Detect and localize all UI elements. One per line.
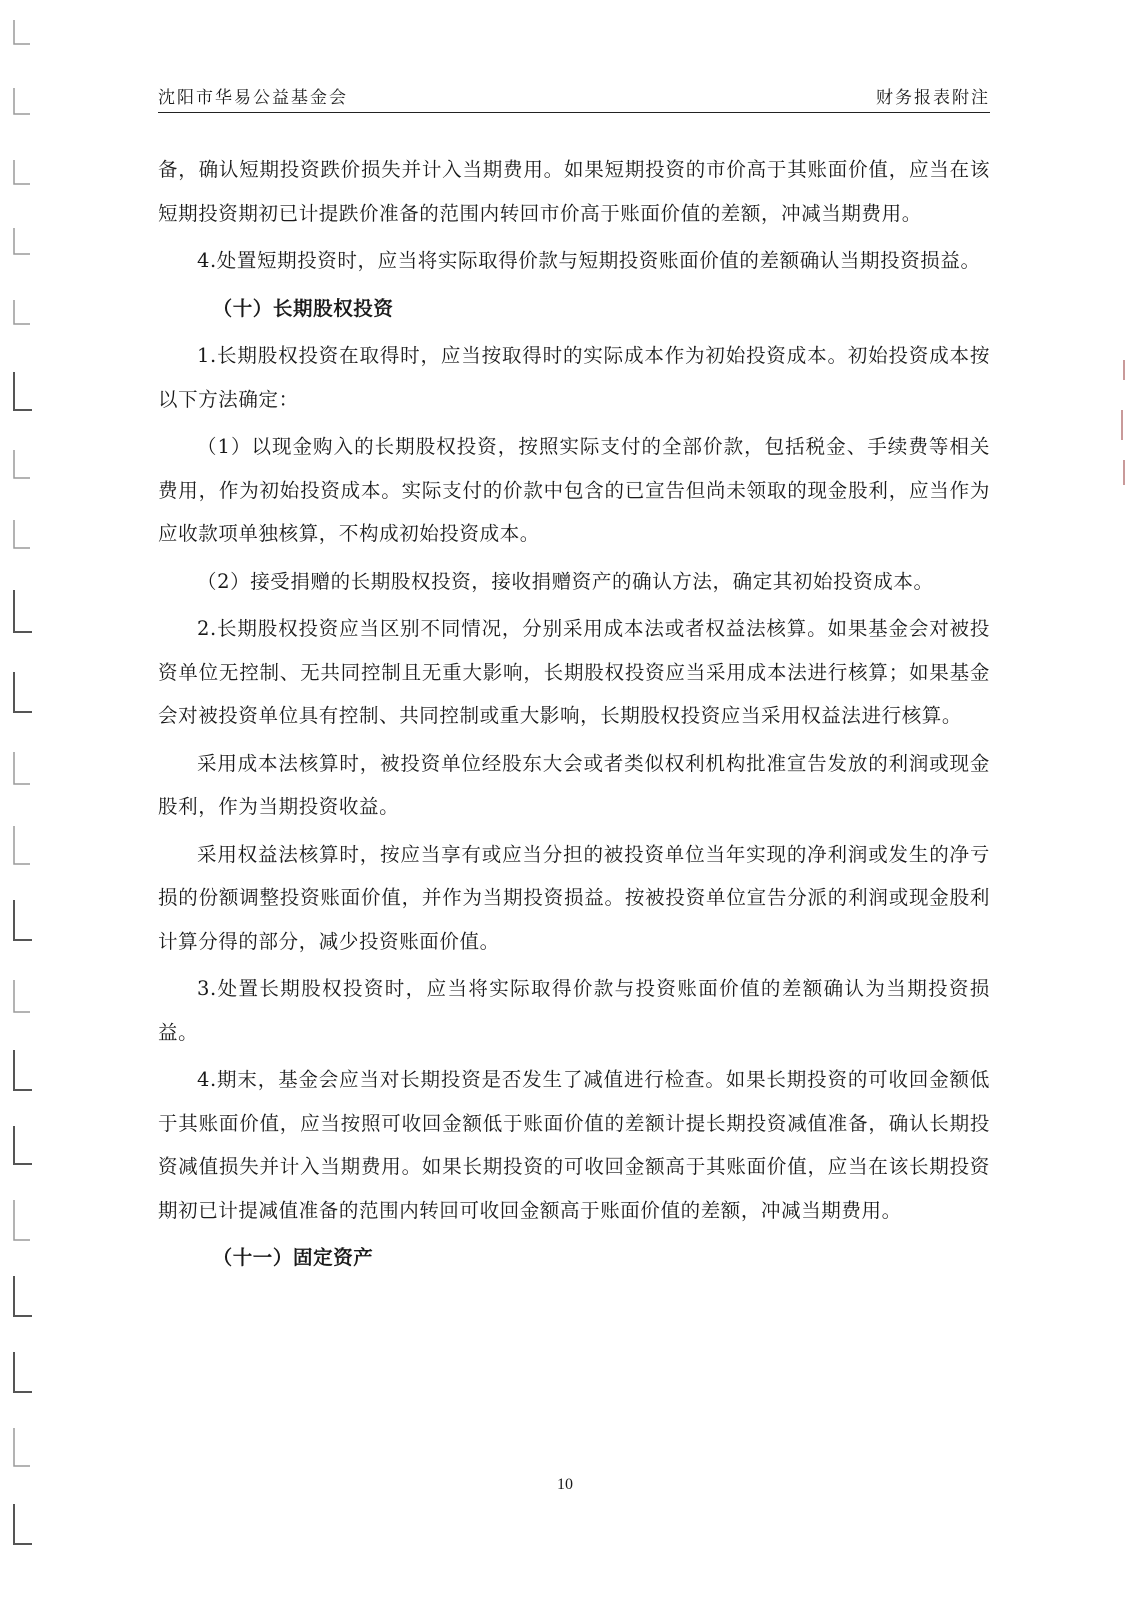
- header-rule: [158, 112, 990, 113]
- paragraph-short-term-impairment: 备，确认短期投资跌价损失并计入当期费用。如果短期投资的市价高于其账面价值，应当在该短期投资期初已计提跌价准备的范围内转回市价高于账面价值的差额，冲减当期费用。: [158, 158, 990, 225]
- paragraph-initial-cost: 1.长期股权投资在取得时，应当按取得时的实际成本作为初始投资成本。初始投资成本按以下方法确定：: [158, 344, 990, 411]
- paragraph-cash-purchase: （1）以现金购入的长期股权投资，按照实际支付的全部价款，包括税金、手续费等相关费用，作为初始投资成本。实际支付的价款中包含的已宣告但尚未领取的现金股利，应当作为应收款项单独核算，不构成初始投资成本。: [158, 435, 990, 545]
- paragraph-impairment-check: 4.期末，基金会应当对长期投资是否发生了减值进行检查。如果长期投资的可收回金额低于其账面价值，应当按照可收回金额低于账面价值的差额计提长期投资减值准备，确认长期投资减值损失并计入当期费用。如果长期投资的可收回金额高于其账面价值，应当在该长期投资期初已计提减值准备的范围内转回可收回金额高于账面价值的差额，冲减当期费用。: [158, 1068, 990, 1222]
- binding-edge-marks: [0, 0, 40, 1600]
- header-organization: 沈阳市华易公益基金会: [158, 88, 348, 108]
- paragraph-equity-method: 采用权益法核算时，按应当享有或应当分担的被投资单位当年实现的净利润或发生的净亏损的份额调整投资账面价值，并作为当期投资损益。按被投资单位宣告分派的利润或现金股利计算分得的部分，减少投资账面价值。: [158, 842, 990, 953]
- heading-fixed-assets: （十一）固定资产: [212, 1246, 374, 1269]
- heading-long-term-equity: （十）长期股权投资: [212, 296, 394, 320]
- scan-edge-marks: [1114, 340, 1130, 500]
- page-header: [158, 86, 990, 112]
- document-body: [158, 148, 990, 1284]
- page-number: 10: [557, 1476, 573, 1493]
- paragraph-short-term-disposal: 4.处置短期投资时，应当将实际取得价款与短期投资账面价值的差额确认当期投资损益。: [197, 249, 981, 272]
- paragraph-long-term-disposal: 3.处置长期股权投资时，应当将实际取得价款与投资账面价值的差额确认为当期投资损益。: [158, 977, 990, 1044]
- header-section: 财务报表附注: [876, 88, 990, 108]
- paragraph-cost-method: 采用成本法核算时，被投资单位经股东大会或者类似权利机构批准宣告发放的利润或现金股利，作为当期投资收益。: [158, 751, 990, 818]
- paragraph-donation: （2）接受捐赠的长期股权投资，接收捐赠资产的确认方法，确定其初始投资成本。: [197, 569, 934, 593]
- paragraph-accounting-method: 2.长期股权投资应当区别不同情况，分别采用成本法或者权益法核算。如果基金会对被投资单位无控制、无共同控制且无重大影响，长期股权投资应当采用成本法进行核算；如果基金会对被投资单位具有控制、共同控制或重大影响，长期股权投资应当采用权益法进行核算。: [158, 617, 990, 727]
